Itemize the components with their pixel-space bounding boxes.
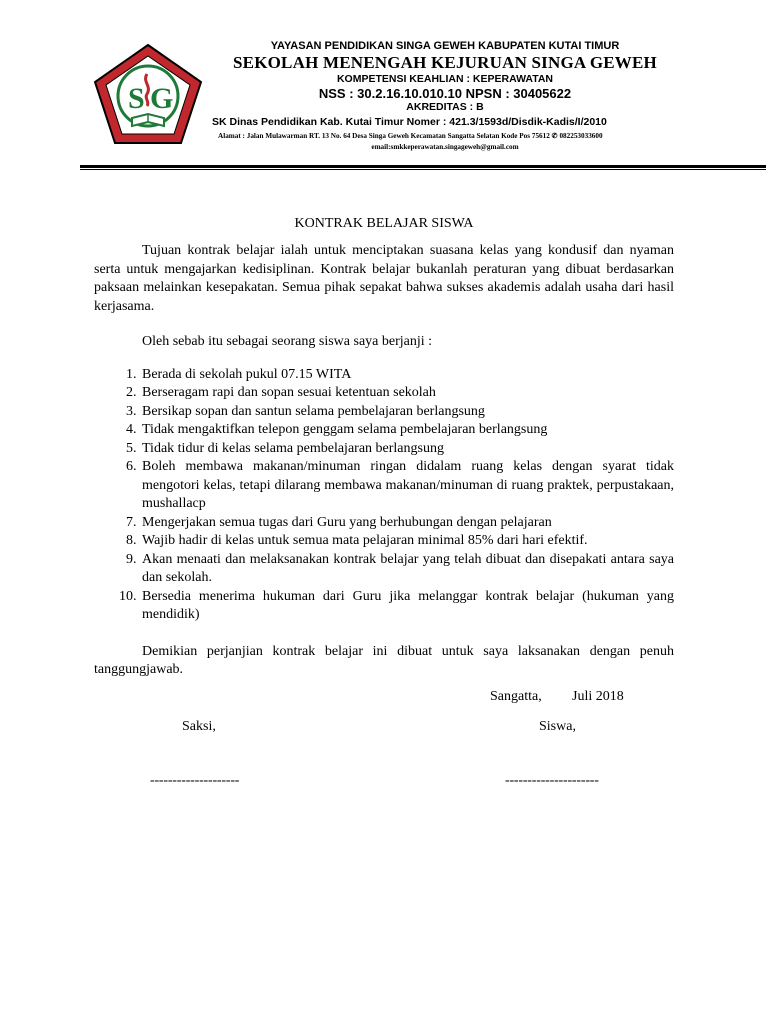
signature-place: Sangatta, xyxy=(490,689,542,704)
competency: KOMPETENSI KEAHLIAN : KEPERAWATAN xyxy=(336,73,554,85)
list-item: 3. Bersikap sopan dan santun selama pembelajaran berlangsung xyxy=(140,403,674,422)
list-item: 7. Mengerjakan semua tugas dari Guru yang berhubungan dengan pelajaran xyxy=(140,514,674,533)
accreditation: AKREDITAS : B xyxy=(406,101,484,113)
school-email: email:smkkeperawatan.singageweh@gmail.com xyxy=(371,143,519,151)
lead-sentence: Oleh sebab itu sebagai seorang siswa saya berjanji : xyxy=(142,334,433,349)
signature-date: Juli 2018 xyxy=(572,689,624,704)
pledge-list xyxy=(94,366,674,625)
student-label: Siswa, xyxy=(539,719,576,734)
document-title: KONTRAK BELAJAR SISWA xyxy=(294,216,474,231)
letterhead-rule-thick xyxy=(80,165,766,168)
letterhead xyxy=(200,40,690,152)
list-item: 2. Berseragam rapi dan sopan sesuai ketentuan sekolah xyxy=(140,384,674,403)
decree-number: SK Dinas Pendidikan Kab. Kutai Timur Nomer : 421.3/1593d/Disdik-Kadis/I/2010 xyxy=(212,116,607,128)
school-name: SEKOLAH MENENGAH KEJURUAN SINGA GEWEH xyxy=(233,53,657,72)
school-address: Alamat : Jalan Mulawarman RT. 13 No. 64 Desa Singa Geweh Kecamatan Sangatta Selatan Kode Pos 75612 ✆ 082253033600 xyxy=(218,132,603,140)
list-item: 1. Berada di sekolah pukul 07.15 WITA xyxy=(140,366,674,385)
witness-signature-line: -------------------- xyxy=(150,773,240,788)
list-item: 4. Tidak mengaktifkan telepon genggam selama pembelajaran berlangsung xyxy=(140,421,674,440)
school-emblem-icon xyxy=(92,42,204,146)
letterhead-rule-thin xyxy=(80,169,766,170)
foundation-name: YAYASAN PENDIDIKAN SINGA GEWEH KABUPATEN KUTAI TIMUR xyxy=(270,40,620,52)
svg-text:S: S xyxy=(128,82,145,115)
nss-npsn: NSS : 30.2.16.10.010.10 NPSN : 30405622 xyxy=(318,86,572,101)
intro-paragraph: Tujuan kontrak belajar ialah untuk menciptakan suasana kelas yang kondusif dan nyaman serta untuk mengajarkan kedisiplinan. Kontrak belajar bukanlah peraturan yang dibuat berdasarkan paksaan melainkan kesepakatan. Semua pihak sepakat bahwa sukses akademis adalah usaha dari hasil kerjasama. xyxy=(94,243,674,314)
document-body xyxy=(94,242,674,680)
witness-label: Saksi, xyxy=(182,719,216,734)
list-item: 9. Akan menaati dan melaksanakan kontrak belajar yang telah dibuat dan disepakati antara saya dan sekolah. xyxy=(140,551,674,588)
svg-text:G: G xyxy=(150,82,174,115)
student-signature-line: --------------------- xyxy=(505,773,599,788)
closing-paragraph: Demikian perjanjian kontrak belajar ini dibuat untuk saya laksanakan dengan penuh tanggungjawab. xyxy=(94,643,674,677)
list-item: 6. Boleh membawa makanan/minuman ringan didalam ruang kelas dengan syarat tidak mengotori kelas, tetapi dilarang membawa makanan/minuman di ruang praktek, perpustakaan, mushallacp xyxy=(140,458,674,514)
list-item: 8. Wajib hadir di kelas untuk semua mata pelajaran minimal 85% dari hari efektif. xyxy=(140,532,674,551)
list-item: 5. Tidak tidur di kelas selama pembelajaran berlangsung xyxy=(140,440,674,459)
list-item: 10. Bersedia menerima hukuman dari Guru jika melanggar kontrak belajar (hukuman yang mendidik) xyxy=(140,588,674,625)
